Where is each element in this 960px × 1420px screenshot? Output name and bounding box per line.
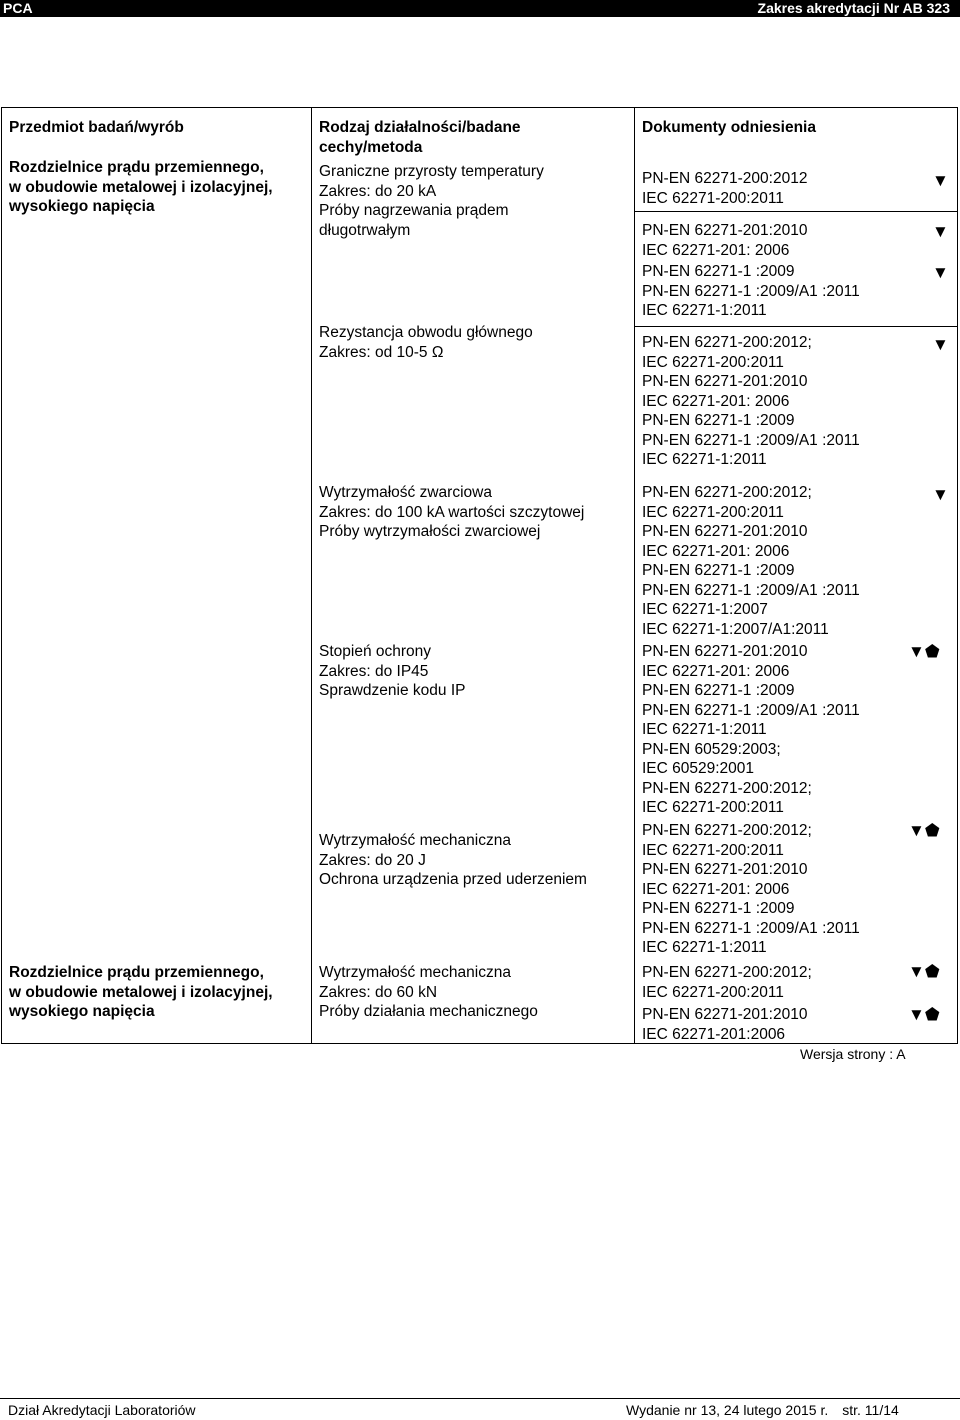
header-right: Zakres akredytacji Nr AB 323 — [757, 0, 950, 16]
document-group: PN-EN 62271-200:2012; IEC 62271-200:2011 PN-EN 62271-201:2010 IEC 62271-201: 2006 PN-EN 62271-1 :2009 PN-EN 62271-1 :2009/A1 :2011 IEC 62271-1:2011 — [642, 822, 860, 956]
document-group: PN-EN 62271-201:2010 IEC 62271-201: 2006 PN-EN 62271-1 :2009 PN-EN 62271-1 :2009/A1 :2011 IEC 62271-1:2011 PN-EN 60529:2003; IEC 60529:2001 PN-EN 62271-200:2012; IEC 62271-200:2011 — [642, 643, 860, 816]
column-header-documents: Dokumenty odniesienia — [642, 119, 816, 136]
document-group: PN-EN 62271-200:2012; IEC 62271-200:2011 PN-EN 62271-201:2010 IEC 62271-201: 2006 PN-EN 62271-1 :2009 PN-EN 62271-1 :2009/A1 :2011 IEC 62271-1:2007 IEC 62271-1:2007/A1:2011 — [642, 484, 860, 638]
accreditation-table — [1, 107, 958, 1044]
footer-edition-info — [626, 1402, 913, 1418]
document-group: PN-EN 62271-1 :2009 PN-EN 62271-1 :2009/A1 :2011 IEC 62271-1:2011 — [642, 263, 860, 319]
subject-cell: Rozdzielnice prądu przemiennego, w obudowie metalowej i izolacyjnej, wysokiego napięcia — [9, 159, 273, 215]
document-group: PN-EN 62271-201:2010 IEC 62271-201:2006 — [642, 1006, 808, 1043]
marker-icon: ▼ — [932, 171, 949, 190]
footer-divider — [0, 1398, 960, 1399]
footer-edition: Wydanie nr 13, 24 lutego 2015 r. — [626, 1402, 829, 1418]
marker-icon: ▼ — [932, 485, 949, 504]
document-group: PN-EN 62271-200:2012; IEC 62271-200:2011 — [642, 964, 812, 1001]
marker-icon: ▼⬟ — [908, 821, 940, 840]
marker-icon: ▼ — [932, 335, 949, 354]
marker-icon: ▼⬟ — [908, 962, 940, 981]
footer-department: Dział Akredytacji Laboratoriów — [8, 1402, 196, 1418]
row-divider — [635, 211, 957, 212]
marker-icon: ▼⬟ — [908, 642, 940, 661]
row-divider — [635, 326, 957, 327]
document-group: PN-EN 62271-200:2012; IEC 62271-200:2011 PN-EN 62271-201:2010 IEC 62271-201: 2006 PN-EN 62271-1 :2009 PN-EN 62271-1 :2009/A1 :2011 IEC 62271-1:2011 — [642, 334, 860, 468]
activity-cell: Wytrzymałość zwarciowa Zakres: do 100 kA wartości szczytowej Próby wytrzymałości zwarciowej — [319, 484, 585, 540]
marker-icon: ▼ — [932, 263, 949, 282]
marker-icon: ▼⬟ — [908, 1005, 940, 1024]
subject-cell: Rozdzielnice prądu przemiennego, w obudowie metalowej i izolacyjnej, wysokiego napięcia — [9, 964, 273, 1020]
activity-cell: Wytrzymałość mechaniczna Zakres: do 60 kN Próby działania mechanicznego — [319, 964, 538, 1020]
page-version: Wersja strony : A — [800, 1046, 906, 1062]
column-header-activity: Rodzaj działalności/badane cechy/metoda — [319, 119, 521, 156]
page-header-bar — [0, 0, 960, 17]
activity-cell: Graniczne przyrosty temperatury Zakres: do 20 kA Próby nagrzewania prądem długotrwałym — [319, 163, 544, 239]
footer-page-number: str. 11/14 — [842, 1402, 899, 1418]
document-group: PN-EN 62271-200:2012 IEC 62271-200:2011 — [642, 170, 808, 207]
activity-cell: Stopień ochrony Zakres: do IP45 Sprawdzenie kodu IP — [319, 643, 466, 699]
header-left: PCA — [3, 0, 33, 16]
activity-cell: Rezystancja obwodu głównego Zakres: od 10-5 Ω — [319, 324, 533, 361]
activity-cell: Wytrzymałość mechaniczna Zakres: do 20 J Ochrona urządzenia przed uderzeniem — [319, 832, 587, 888]
document-group: PN-EN 62271-201:2010 IEC 62271-201: 2006 — [642, 222, 808, 259]
column-divider — [311, 108, 312, 1043]
marker-icon: ▼ — [932, 222, 949, 241]
column-header-subject: Przedmiot badań/wyrób — [9, 119, 184, 136]
column-divider — [634, 108, 635, 1043]
